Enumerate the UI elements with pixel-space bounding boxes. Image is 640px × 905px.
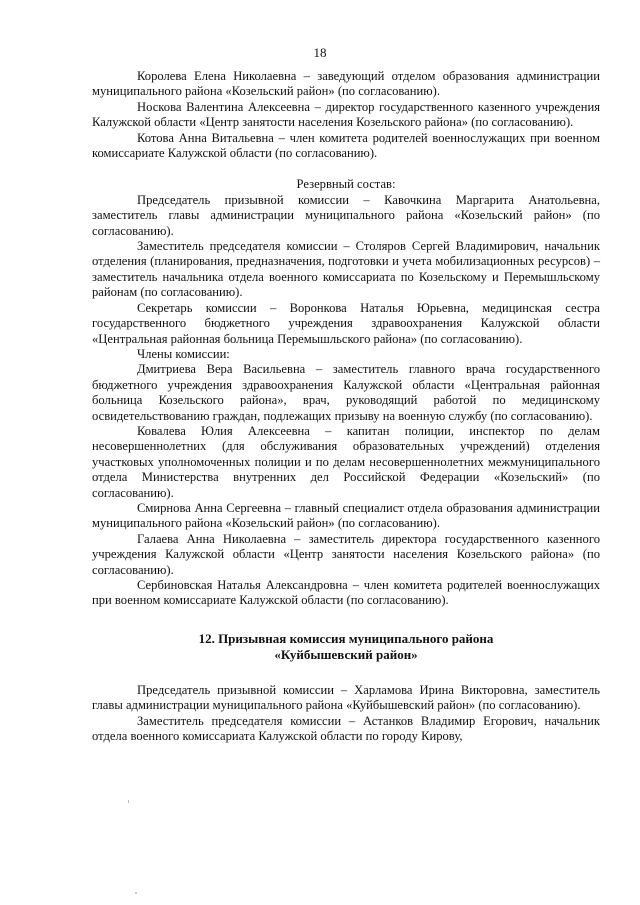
paragraph-noskova: Носкова Валентина Алексеевна – директор государственного казенного учреждения Калужской области «Центр занятости населения Козельского района» (по согласованию). — [92, 99, 600, 130]
paragraph-koroleva: Королева Елена Николаевна – заведующий отделом образования администрации муниципального района «Козельский район» (по согласованию). — [92, 69, 600, 99]
paragraph-smirnova: Смирнова Анна Сергеевна – главный специалист отдела образования администрации муниципального района «Козельский район» (по согласованию). — [92, 500, 600, 531]
scan-speck — [135, 892, 137, 894]
paragraph-kuibyshev-chairman: Председатель призывной комиссии – Харламова Ирина Викторовна, заместитель главы администрации муниципального района «Куйбышевский район» (по согласованию). — [92, 682, 600, 713]
paragraph-kotova: Котова Анна Витальевна – член комитета родителей военнослужащих при военном комиссариате Калужской области (по согласованию). — [92, 130, 600, 161]
paragraph-members-heading: Члены комиссии: — [137, 346, 230, 361]
paragraph-serbinovskaya: Сербиновская Наталья Александровна – член комитета родителей военнослужащих при военном комиссариате Калужской области (по согласованию). — [92, 578, 600, 608]
paragraph-reserve-secretary: Секретарь комиссии – Воронкова Наталья Юрьевна, медицинская сестра государственного бюджетного учреждения здравоохранения Калужской области «Центральная районная больница Перемышльского района» (по согласованию). — [92, 300, 600, 346]
section-title-line-2: «Куйбышевский район» — [274, 646, 418, 662]
page-number: 18 — [313, 45, 327, 60]
paragraph-galaeva: Галаева Анна Николаевна – заместитель директора государственного казенного учреждения Калужской области «Центр занятости населения Козельского района» (по согласованию). — [92, 531, 600, 577]
section-title-line-1: 12. Призывная комиссия муниципального района — [198, 630, 494, 646]
paragraph-dmitrieva: Дмитриева Вера Васильевна – заместитель главного врача государственного бюджетного учреждения здравоохранения Калужской области «Центральная районная больница Козельского района», врач, руководящий работой по медицинскому освидетельствованию граждан, подлежащих призыву на военную службу (по согласованию). — [92, 362, 600, 423]
document-body — [92, 69, 600, 744]
paragraph-reserve-chairman: Председатель призывной комиссии – Кавочкина Маргарита Анатольевна, заместитель главы администрации муниципального района «Козельский район» (по согласованию). — [92, 192, 600, 238]
paragraph-kuibyshev-deputy: Заместитель председателя комиссии – Астанков Владимир Егорович, начальник отдела военного комиссариата Калужской области по городу Кирову, — [92, 713, 600, 744]
reserve-heading: Резервный состав: — [296, 177, 396, 192]
section-title — [92, 631, 600, 663]
scan-speck — [128, 800, 129, 803]
paragraph-reserve-deputy: Заместитель председателя комиссии – Столяров Сергей Владимирович, начальник отделения (планирования, предназначения, подготовки и учета мобилизационных ресурсов) – заместитель начальника отдела военного комиссариата по Козельскому и Перемышльскому районам (по согласованию). — [92, 239, 600, 300]
paragraph-kovaleva: Ковалева Юлия Алексеевна – капитан полиции, инспектор по делам несовершеннолетних (для обслуживания образовательных учреждений) отделения участковых уполномоченных полиции и по делам несовершеннолетних межмуниципального отдела Министерства внутренних дел Российской Федерации «Козельский» (по согласованию). — [92, 423, 600, 500]
